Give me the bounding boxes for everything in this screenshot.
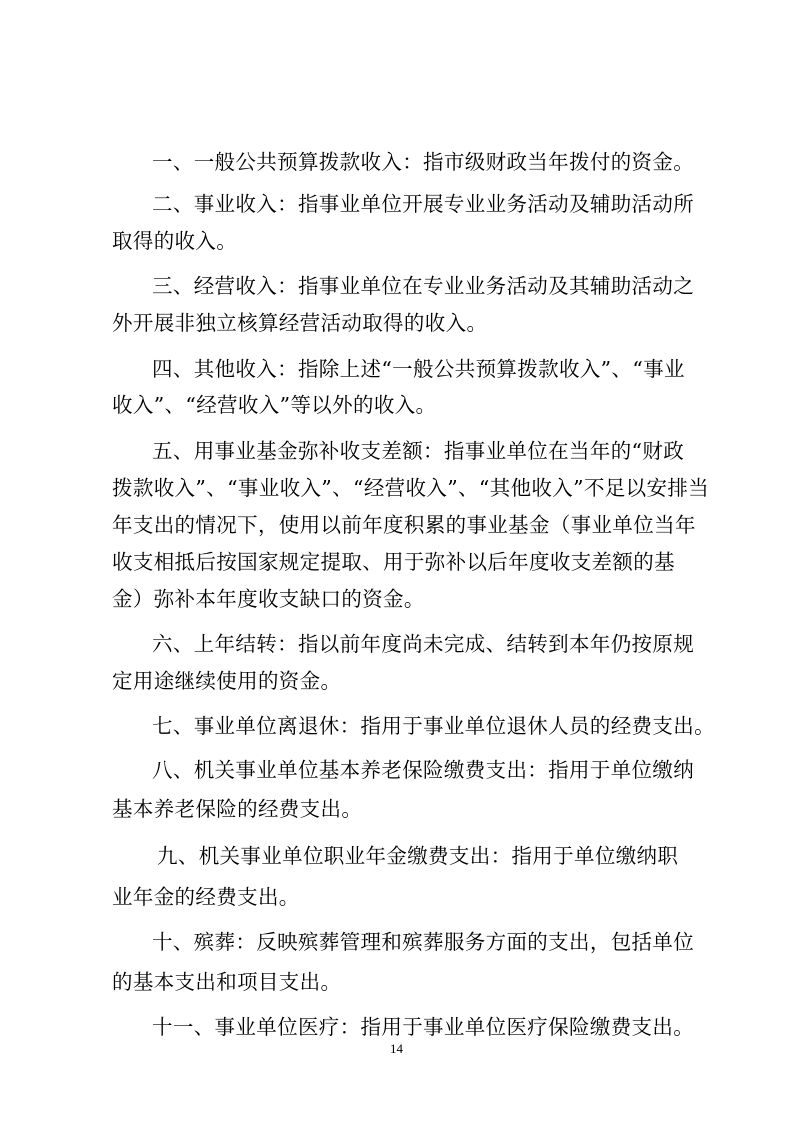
paragraph-2-line-2: 取得的收入。 [112, 229, 238, 253]
paragraph-11-line-1: 十一、事业单位医疗：指用于事业单位医疗保险缴费支出。 [152, 1015, 695, 1039]
paragraph-8-line-2: 基本养老保险的经费支出。 [112, 797, 363, 821]
paragraph-3-line-2: 外开展非独立核算经营活动取得的收入。 [112, 311, 488, 335]
paragraph-8-line-1: 八、机关事业单位基本养老保险缴费支出：指用于单位缴纳 [152, 758, 695, 782]
paragraph-9-line-2: 业年金的经费支出。 [112, 885, 300, 909]
paragraph-4-line-2: 收入”、“经营收入”等以外的收入。 [112, 393, 437, 417]
paragraph-10-line-2: 的基本支出和项目支出。 [112, 970, 342, 994]
paragraph-5-line-5: 金）弥补本年度收支缺口的资金。 [112, 587, 425, 611]
paragraph-1-line-1: 一、一般公共预算拨款收入：指市级财政当年拨付的资金。 [152, 150, 695, 174]
paragraph-5-line-2: 拨款收入”、“事业收入”、“经营收入”、“其他收入”不足以安排当 [112, 476, 710, 500]
paragraph-3-line-1: 三、经营收入：指事业单位在专业业务活动及其辅助活动之 [152, 274, 695, 298]
page-number: 14 [390, 1041, 403, 1056]
paragraph-2-line-1: 二、事业收入：指事业单位开展专业业务活动及辅助活动所 [152, 192, 695, 216]
paragraph-5-line-4: 收支相抵后按国家规定提取、用于弥补以后年度收支差额的基 [112, 550, 675, 574]
paragraph-7-line-1: 七、事业单位离退休：指用于事业单位退休人员的经费支出。 [152, 714, 715, 738]
paragraph-5-line-3: 年支出的情况下，使用以前年度积累的事业基金（事业单位当年 [112, 513, 696, 537]
paragraph-6-line-2: 定用途继续使用的资金。 [112, 669, 342, 693]
paragraph-4-line-1: 四、其他收入：指除上述“一般公共预算拨款收入”、“事业 [152, 357, 685, 381]
paragraph-10-line-1: 十、殡葬：反映殡葬管理和殡葬服务方面的支出，包括单位 [152, 930, 695, 954]
paragraph-9-line-1: 九、机关事业单位职业年金缴费支出：指用于单位缴纳职 [157, 844, 679, 868]
paragraph-6-line-1: 六、上年结转：指以前年度尚未完成、结转到本年仍按原规 [152, 632, 695, 656]
paragraph-5-line-1: 五、用事业基金弥补收支差额：指事业单位在当年的“财政 [152, 439, 685, 463]
